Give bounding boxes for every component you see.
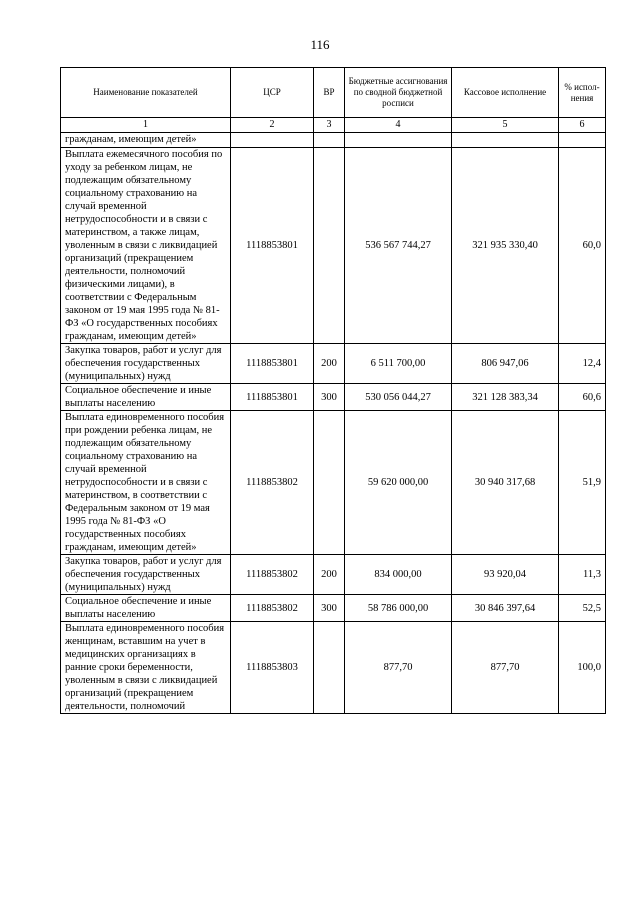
cell-vr: 300 — [314, 384, 345, 411]
cell-cash — [452, 133, 559, 148]
col-number: 6 — [559, 118, 606, 133]
cell-budget — [345, 133, 452, 148]
cell-csr: 1118853802 — [231, 555, 314, 595]
cell-budget: 530 056 044,27 — [345, 384, 452, 411]
col-number: 2 — [231, 118, 314, 133]
header-row — [61, 68, 606, 118]
cell-pct: 11,3 — [559, 555, 606, 595]
cell-name: Закупка товаров, работ и услуг для обеспечения государственных (муниципальных) нужд — [61, 344, 231, 384]
cell-cash: 321 935 330,40 — [452, 148, 559, 344]
cell-pct: 60,0 — [559, 148, 606, 344]
cell-vr — [314, 411, 345, 555]
cell-budget: 6 511 700,00 — [345, 344, 452, 384]
header-csr: ЦСР — [231, 68, 314, 118]
cell-cash: 93 920,04 — [452, 555, 559, 595]
cell-vr: 200 — [314, 344, 345, 384]
cell-csr: 1118853803 — [231, 622, 314, 714]
budget-execution-table — [60, 67, 606, 714]
cell-vr — [314, 622, 345, 714]
table-row — [61, 555, 606, 595]
cell-name: гражданам, имеющим детей» — [61, 133, 231, 148]
cell-budget: 59 620 000,00 — [345, 411, 452, 555]
table-row — [61, 133, 606, 148]
col-number: 1 — [61, 118, 231, 133]
cell-pct — [559, 133, 606, 148]
header-name: Наименование показателей — [61, 68, 231, 118]
cell-vr — [314, 133, 345, 148]
table-row — [61, 411, 606, 555]
cell-pct: 51,9 — [559, 411, 606, 555]
header-vr: ВР — [314, 68, 345, 118]
cell-vr: 300 — [314, 595, 345, 622]
cell-cash: 806 947,06 — [452, 344, 559, 384]
table-row — [61, 622, 606, 714]
cell-budget: 834 000,00 — [345, 555, 452, 595]
cell-vr — [314, 148, 345, 344]
table-row — [61, 344, 606, 384]
cell-name: Выплата единовременного пособия при рождении ребенка лицам, не подлежащим обязательному социальному страхованию на случай временной нетрудоспособности и в связи с материнством, в соответствии с Федеральным законом от 19 мая 1995 года № 81-ФЗ «О государственных пособиях гражданам, имеющим детей» — [61, 411, 231, 555]
cell-pct: 12,4 — [559, 344, 606, 384]
header-pct: % испол-нения — [559, 68, 606, 118]
table-row — [61, 384, 606, 411]
cell-name: Социальное обеспечение и иные выплаты населению — [61, 384, 231, 411]
cell-vr: 200 — [314, 555, 345, 595]
cell-pct: 100,0 — [559, 622, 606, 714]
cell-csr: 1118853801 — [231, 384, 314, 411]
cell-csr: 1118853801 — [231, 148, 314, 344]
cell-cash: 30 940 317,68 — [452, 411, 559, 555]
col-number: 3 — [314, 118, 345, 133]
cell-csr: 1118853802 — [231, 595, 314, 622]
cell-name: Закупка товаров, работ и услуг для обеспечения государственных (муниципальных) нужд — [61, 555, 231, 595]
cell-cash: 877,70 — [452, 622, 559, 714]
table-row — [61, 595, 606, 622]
col-number: 4 — [345, 118, 452, 133]
table-row — [61, 148, 606, 344]
cell-pct: 52,5 — [559, 595, 606, 622]
cell-name: Социальное обеспечение и иные выплаты населению — [61, 595, 231, 622]
page-number: 116 — [310, 37, 330, 52]
cell-cash: 321 128 383,34 — [452, 384, 559, 411]
col-number: 5 — [452, 118, 559, 133]
cell-pct: 60,6 — [559, 384, 606, 411]
header-budget: Бюджетные ассигнования по сводной бюджетной росписи — [345, 68, 452, 118]
cell-csr: 1118853801 — [231, 344, 314, 384]
cell-cash: 30 846 397,64 — [452, 595, 559, 622]
header-cash: Кассовое исполнение — [452, 68, 559, 118]
cell-csr: 1118853802 — [231, 411, 314, 555]
cell-budget: 536 567 744,27 — [345, 148, 452, 344]
cell-budget: 58 786 000,00 — [345, 595, 452, 622]
cell-budget: 877,70 — [345, 622, 452, 714]
cell-name: Выплата ежемесячного пособия по уходу за ребенком лицам, не подлежащим обязательному социальному страхованию на случай временной нетрудоспособности и в связи с материнством, а также лицам, уволенным в связи с ликвидацией организаций (прекращением деятельности, полномочий физическими лицами), в соответствии с Федеральным законом от 19 мая 1995 года № 81-ФЗ «О государственных пособиях гражданам, имеющим детей» — [61, 148, 231, 344]
cell-csr — [231, 133, 314, 148]
cell-name: Выплата единовременного пособия женщинам, вставшим на учет в медицинских организациях в ранние сроки беременности, уволенным в связи с ликвидацией организаций (прекращением деятельности, полномочий — [61, 622, 231, 714]
column-number-row — [61, 118, 606, 133]
